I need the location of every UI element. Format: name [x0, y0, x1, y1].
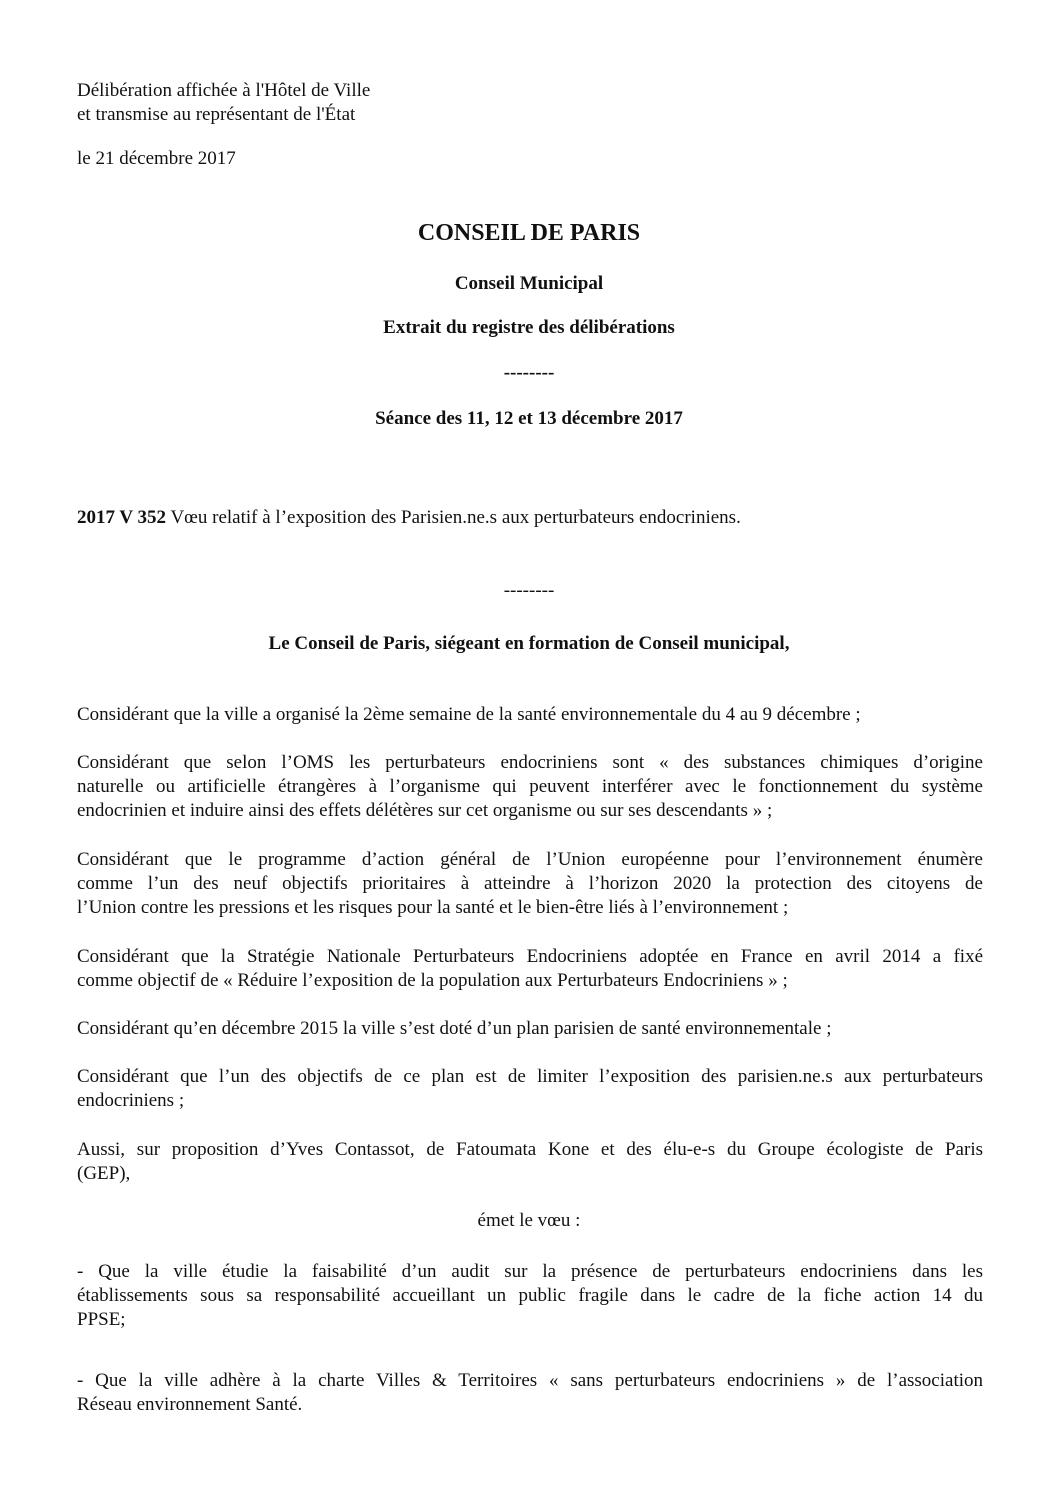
deliberation-heading [77, 506, 741, 530]
title-separator: -------- [503, 362, 555, 383]
deliberation-subject: Vœu relatif à l’exposition des Parisien.ne.s aux perturbateurs endocriniens. [166, 507, 741, 528]
considerant-paragraph [77, 751, 983, 823]
paragraph-line: comme l’un des neuf objectifs prioritaires à atteindre à l’horizon 2020 la protection des citoyens de [77, 873, 983, 894]
posting-line-1: Délibération affichée à l'Hôtel de Ville [77, 80, 371, 101]
paragraph-line: Considérant que l’un des objectifs de ce plan est de limiter l’exposition des parisien.ne.s aux perturbateurs [77, 1066, 983, 1087]
register-extract-title: Extrait du registre des délibérations [383, 317, 675, 338]
paragraph-line: endocrinien et induire ainsi des effets délétères sur cet organisme ou sur ses descendants » ; [77, 800, 773, 821]
considerant-paragraph [77, 703, 983, 727]
posting-line-2: et transmise au représentant de l'État [77, 104, 356, 125]
paragraph-line: endocriniens ; [77, 1090, 185, 1111]
paragraph-line: Considérant que selon l’OMS les perturbateurs endocriniens sont « des substances chimiques d’origine [77, 752, 983, 773]
proposal-paragraph [77, 1138, 983, 1186]
municipal-subtitle: Conseil Municipal [454, 273, 604, 294]
paragraph-line: Considérant qu’en décembre 2015 la ville s’est doté d’un plan parisien de santé environnementale ; [77, 1018, 832, 1039]
paragraph-line: comme objectif de « Réduire l’exposition de la population aux Perturbateurs Endocriniens » ; [77, 970, 788, 991]
paragraph-line: Aussi, sur proposition d’Yves Contassot, de Fatoumata Kone et des élu-e-s du Groupe écologiste de Paris [77, 1139, 983, 1160]
posting-notice [77, 79, 370, 127]
wish-heading: émet le vœu : [477, 1210, 581, 1231]
posting-date: le 21 décembre 2017 [77, 148, 236, 169]
paragraph-line: (GEP), [77, 1163, 131, 1184]
paragraph-line: Considérant que la ville a organisé la 2ème semaine de la santé environnementale du 4 au 9 décembre ; [77, 704, 861, 725]
wish-item [77, 1369, 983, 1417]
paragraph-line: PPSE; [77, 1309, 126, 1330]
considerant-paragraph [77, 848, 983, 920]
paragraph-line: Réseau environnement Santé. [77, 1394, 303, 1415]
body-separator: -------- [503, 580, 555, 601]
considerant-paragraph [77, 1065, 983, 1113]
wish-item [77, 1260, 983, 1332]
council-preamble: Le Conseil de Paris, siégeant en formation de Conseil municipal, [268, 633, 790, 654]
paragraph-line: naturelle ou artificielle étrangères à l’organisme qui peuvent interférer avec le fonctionnement du système [77, 776, 983, 797]
paragraph-line: - Que la ville étudie la faisabilité d’un audit sur la présence de perturbateurs endocriniens dans les [77, 1261, 983, 1282]
council-title: CONSEIL DE PARIS [417, 220, 641, 246]
paragraph-line: établissements sous sa responsabilité accueillant un public fragile dans le cadre de la fiche action 14 du [77, 1285, 983, 1306]
paragraph-line: Considérant que la Stratégie Nationale Perturbateurs Endocriniens adoptée en France en avril 2014 a fixé [77, 946, 983, 967]
considerant-paragraph [77, 1017, 983, 1041]
paragraph-line: Considérant que le programme d’action général de l’Union européenne pour l’environnement énumère [77, 849, 983, 870]
session-dates: Séance des 11, 12 et 13 décembre 2017 [375, 408, 683, 429]
paragraph-line: - Que la ville adhère à la charte Villes & Territoires « sans perturbateurs endocriniens » de l’association [77, 1370, 983, 1391]
considerant-paragraph [77, 945, 983, 993]
paragraph-line: l’Union contre les pressions et les risques pour la santé et le bien-être liés à l’environnement ; [77, 897, 789, 918]
deliberation-reference: 2017 V 352 [77, 507, 167, 528]
